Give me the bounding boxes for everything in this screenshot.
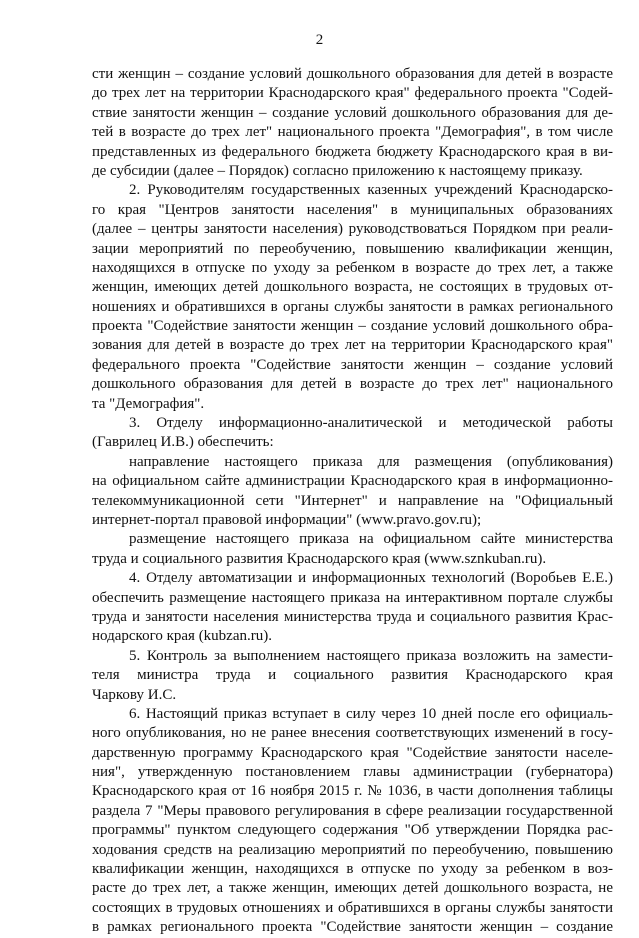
text-line: сти женщин – создание условий дошкольного образования для детей в возрасте xyxy=(92,66,613,82)
text-line: программы" пунктом следующего содержания "Об утверждении Порядка рас- xyxy=(92,822,613,839)
text-line: 4. Отделу автоматизации и информационных технологий (Воробьев Е.Е.) xyxy=(129,570,613,587)
text-line: та "Демография". xyxy=(92,395,205,412)
text-line: нодарского края (kubzan.ru). xyxy=(92,628,272,645)
text-line: раздела 7 "Меры правового регулирования в сфере реализации государственной xyxy=(92,802,613,819)
page-number: 2 xyxy=(315,32,324,48)
text-line: тей в возрасте до трех лет" национального проекта "Демография", в том числе xyxy=(92,124,613,141)
text-line: труда и занятости населения министерства труда и социального развития Крас- xyxy=(92,608,613,625)
text-line: состоящих в трудовых отношениях и обратившихся в органы службы занятости xyxy=(92,899,613,916)
text-line: на официальном сайте администрации Краснодарского края в информационно- xyxy=(92,473,613,490)
text-line: го края "Центров занятости населения" в муниципальных образованиях xyxy=(92,201,613,218)
text-line: 6. Настоящий приказ вступает в силу через 10 дней после его официаль- xyxy=(129,705,613,722)
text-line: дошкольного образования для детей в возрасте до трех лет" национального xyxy=(92,376,613,393)
text-line: ходования средств на реализацию мероприятий по переобучению, повышению xyxy=(92,841,613,858)
text-line: в рамках регионального проекта "Содействие занятости женщин – создание xyxy=(92,919,613,936)
text-line: зации мероприятий по переобучению, повышению квалификации женщин, xyxy=(92,240,613,257)
text-line: телекоммуникационной сети "Интернет" и направление на "Официальный xyxy=(92,492,613,509)
text-line: ствие занятости женщин – создание условий дошкольного образования для де- xyxy=(92,104,613,121)
text-line: (далее – центры занятости населения) руководствоваться Порядком при реали- xyxy=(92,221,613,238)
text-line: Краснодарского края от 16 ноября 2015 г. № 1036, в части дополнения таблицы xyxy=(92,783,613,800)
text-line: ния", утвержденную постановлением главы администрации (губернатора) xyxy=(92,764,613,781)
text-line: дарственную программу Краснодарского края "Содействие занятости населе- xyxy=(92,744,613,761)
text-line: проекта "Содействие занятости женщин – создание условий дошкольного обра- xyxy=(92,318,613,335)
text-line: де субсидии (далее – Порядок) согласно приложению к настоящему приказу. xyxy=(92,162,583,179)
text-line: женщин, имеющих детей дошкольного возраста, не состоящих в трудовых от- xyxy=(92,279,613,296)
text-line: находящихся в отпуске по уходу за ребенком в возрасте до трех лет, а также xyxy=(92,259,613,276)
text-line: интернет-портал правовой информации" (www.pravo.gov.ru); xyxy=(92,511,482,528)
text-line: 5. Контроль за выполнением настоящего приказа возложить на замести- xyxy=(129,647,613,664)
document-body xyxy=(92,65,613,938)
text-line: 2. Руководителям государственных казенных учреждений Краснодарско- xyxy=(129,182,613,199)
text-line: расте до трех лет, а также женщин, имеющих детей дошкольного возраста, не xyxy=(92,880,613,897)
text-line: до трех лет на территории Краснодарского края" федерального проекта "Содей- xyxy=(92,85,613,102)
text-line: квалификации женщин, находящихся в отпуске по уходу за ребенком в воз- xyxy=(92,861,613,878)
text-line: Чаркову И.С. xyxy=(92,686,177,703)
text-line: зования для детей в возрасте до трех лет на территории Краснодарского края" xyxy=(92,337,613,354)
text-line: труда и социального развития Краснодарского края (www.sznkuban.ru). xyxy=(92,550,547,567)
text-line: представленных из федерального бюджета бюджету Краснодарского края в ви- xyxy=(92,143,613,160)
text-line: размещение настоящего приказа на официальном сайте министерства xyxy=(129,531,613,548)
text-line: ношениях и обратившихся в органы службы занятости в рамках регионального xyxy=(92,298,613,315)
text-line: ного опубликования, но не ранее внесения соответствующих изменений в госу- xyxy=(92,725,613,742)
text-line: (Гаврилец И.В.) обеспечить: xyxy=(92,434,274,451)
text-line: обеспечить размещение настоящего приказа на интерактивном портале службы xyxy=(92,589,613,606)
text-line: федерального проекта "Содействие занятости женщин – создание условий xyxy=(92,356,613,373)
text-line: теля министра труда и социального развития Краснодарского края xyxy=(92,667,613,684)
text-line: направление настоящего приказа для размещения (опубликования) xyxy=(129,453,613,470)
text-line: 3. Отделу информационно-аналитической и методической работы xyxy=(129,415,613,432)
